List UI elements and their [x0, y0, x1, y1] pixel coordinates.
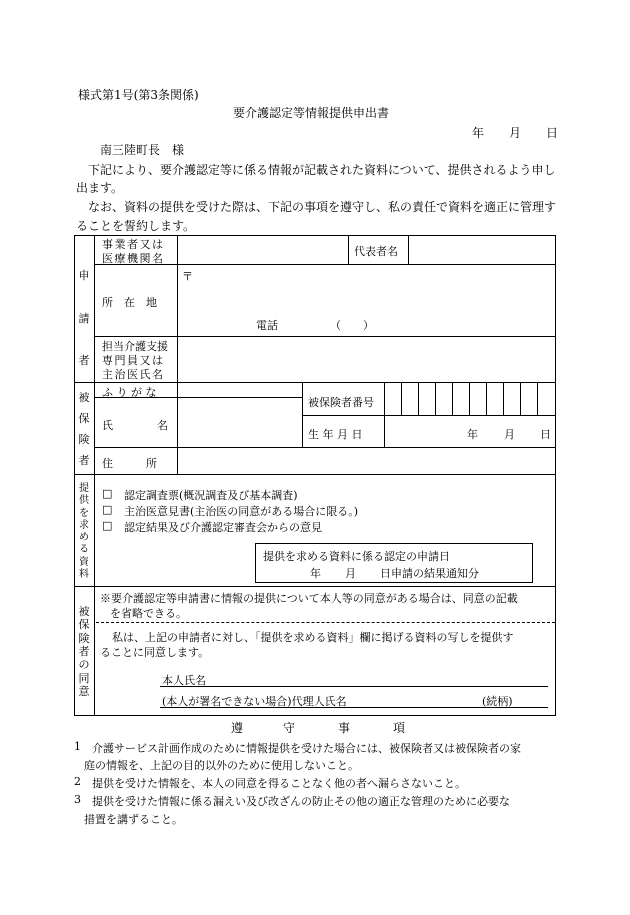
- representative-field[interactable]: [410, 238, 554, 262]
- compliance-item-1: 介護サービス計画作成のために情報提供を受けた場合には、被保険者又は被保険者の家: [92, 742, 521, 755]
- addressee: 南三陸町長 様: [100, 143, 185, 157]
- proxy-name-field[interactable]: [365, 690, 475, 706]
- representative-label: 代表者名: [354, 245, 398, 258]
- insured-name-field[interactable]: [180, 400, 300, 445]
- business-name-field[interactable]: [180, 238, 346, 262]
- manager-name-field[interactable]: [180, 339, 554, 380]
- intro-paragraph-1-cont: 出ます。: [76, 181, 124, 195]
- insured-number-label: 被保険者番号: [308, 396, 374, 409]
- checkbox-result[interactable]: □: [102, 519, 113, 532]
- intro-paragraph-2-cont: ることを誓約します。: [76, 219, 196, 233]
- phone-label: 電話: [256, 319, 278, 332]
- compliance-item-3-cont: 措置を講ずること。: [84, 813, 183, 826]
- insured-address-field[interactable]: [180, 449, 554, 472]
- requested-item-doctor-opinion: 主治医意見書(主治医の同意がある場合に限る。): [124, 505, 359, 518]
- manager-label-2: 専門員又は: [102, 354, 165, 367]
- date-year-label: 年: [472, 126, 485, 140]
- proxy-name-label: (本人が署名できない場合)代理人氏名: [162, 695, 347, 708]
- application-day-suffix: 日申請の結果通知分: [380, 567, 479, 580]
- insured-address-label: 住 所: [102, 457, 157, 470]
- consent-text: 私は、上記の申請者に対し、「提供を求める資料」欄に掲げる資料の写しを提供す: [112, 631, 514, 644]
- checkbox-doctor-opinion[interactable]: □: [102, 503, 113, 516]
- compliance-heading-3: 事: [338, 721, 351, 735]
- insured-name-label: 氏 名: [102, 419, 168, 432]
- application-date-label: 提供を求める資料に係る認定の申請日: [263, 550, 450, 563]
- furigana-field[interactable]: [180, 384, 300, 396]
- requested-item-survey: 認定調査票(概況調査及び基本調査): [124, 489, 298, 502]
- form-number: 様式第1号(第3条関係): [78, 88, 199, 102]
- birth-date-label: 生 年 月 日: [308, 428, 363, 441]
- checkbox-survey[interactable]: □: [102, 487, 113, 500]
- consent-divider: [96, 622, 555, 624]
- birth-year-label: 年: [467, 428, 478, 441]
- manager-label: 担当介護支援: [102, 340, 168, 353]
- application-year-label: 年: [310, 567, 321, 580]
- relationship-label: (続柄): [482, 695, 513, 708]
- compliance-number-3: 3: [74, 793, 81, 806]
- self-name-field[interactable]: [220, 668, 546, 685]
- requested-materials-label: 提 供 を 求 め る 資 料: [79, 483, 89, 580]
- compliance-item-3: 提供を受けた情報に係る漏えい及び改ざんの防止その他の適正な管理のために必要な: [92, 795, 510, 808]
- date-month-label: 月: [509, 126, 522, 140]
- applicant-section-label: 申 請 者: [78, 269, 90, 367]
- birth-day-label: 日: [540, 428, 551, 441]
- compliance-item-2: 提供を受けた情報を、本人の同意を得ることなく他の者へ漏らさないこと。: [92, 777, 466, 790]
- consent-text-cont: ることに同意します。: [100, 646, 210, 659]
- consent-note-cont: を省略できる。: [110, 607, 187, 620]
- compliance-number-2: 2: [74, 775, 81, 788]
- page-title: 要介護認定等情報提供申出書: [233, 106, 390, 120]
- business-name-label-2: 医療機関名: [102, 252, 165, 265]
- business-name-label: 事業者又は: [102, 238, 165, 251]
- phone-paren: （ ）: [330, 319, 374, 332]
- compliance-heading-2: 守: [283, 721, 296, 735]
- consent-section-label: 被 保 険 者 の 同 意: [78, 605, 90, 698]
- address-field[interactable]: [195, 267, 550, 307]
- compliance-heading-1: 遵: [231, 721, 244, 735]
- application-month-label: 月: [345, 567, 356, 580]
- insured-section-label: 被 保 険 者: [78, 391, 90, 467]
- address-label: 所 在 地: [102, 296, 157, 309]
- postal-mark: 〒: [182, 270, 193, 283]
- insured-number-field[interactable]: [386, 384, 554, 414]
- compliance-heading-4: 項: [393, 721, 406, 735]
- compliance-item-1-cont: 庭の情報を、上記の目的以外のために使用しないこと。: [84, 759, 359, 772]
- birth-month-label: 月: [504, 428, 515, 441]
- requested-item-result: 認定結果及び介護認定審査会からの意見: [124, 521, 322, 534]
- intro-paragraph-1: 下記により、要介護認定等に係る情報が記載された資料について、提供されるよう申し: [88, 163, 556, 177]
- manager-label-3: 主治医氏名: [102, 368, 165, 381]
- compliance-number-1: 1: [74, 740, 81, 753]
- date-day-label: 日: [546, 126, 559, 140]
- self-name-label: 本人氏名: [162, 674, 206, 687]
- intro-paragraph-2: なお、資料の提供を受けた際は、下記の事項を遵守し、私の責任で資料を適正に管理す: [88, 200, 557, 214]
- consent-note: ※要介護認定等申請書に情報の提供について本人等の同意がある場合は、同意の記載: [100, 592, 518, 605]
- furigana-label: ふ り が な: [102, 386, 157, 399]
